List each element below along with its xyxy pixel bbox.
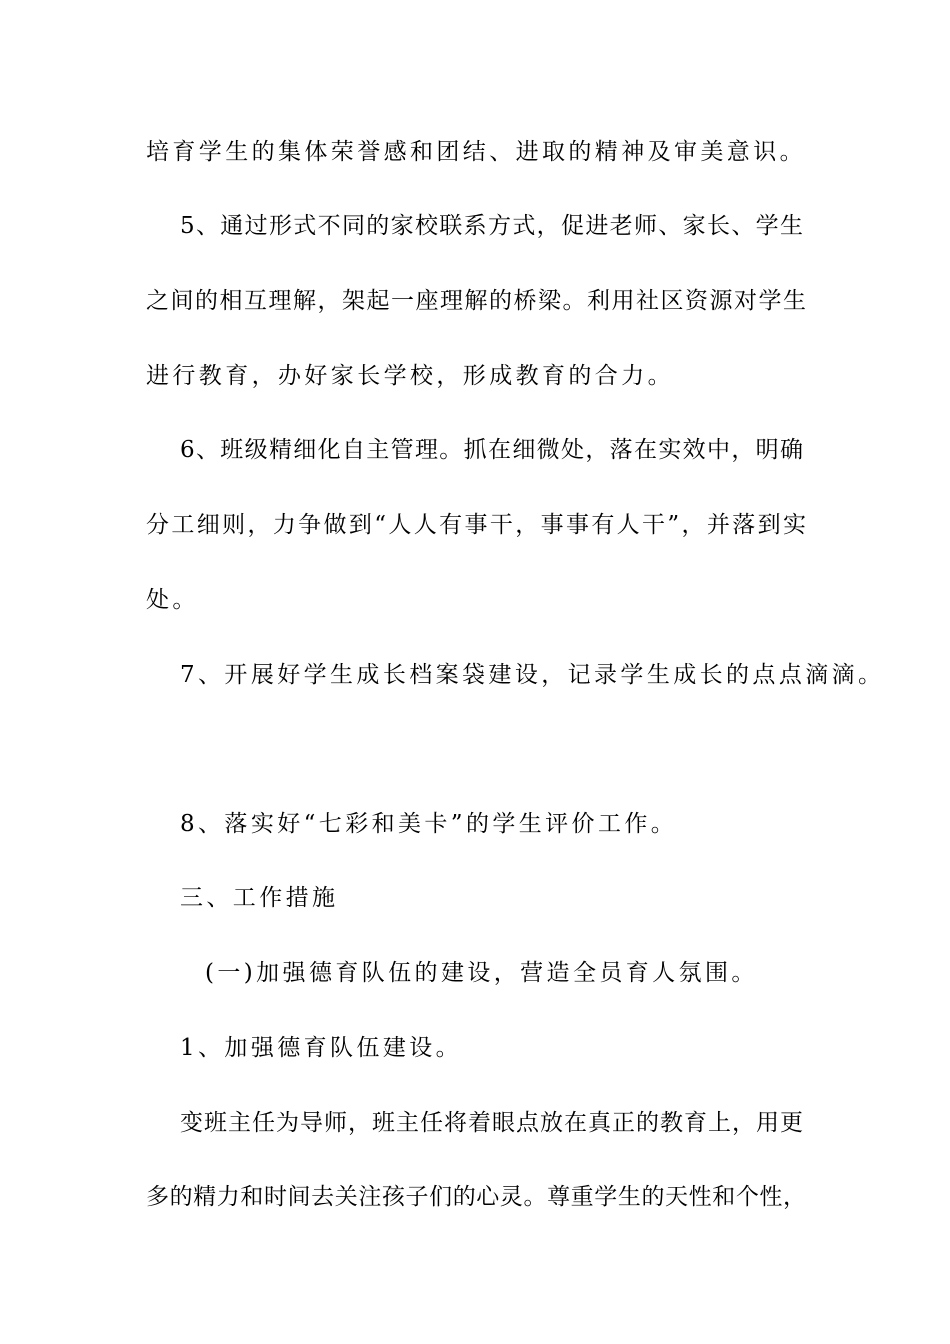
paragraph-line: 多的精力和时间去关注孩子们的心灵。尊重学生的天性和个性， [146, 1184, 806, 1210]
paragraph-line: 分工细则，力争做到“人人有事干，事事有人干”，并落到实 [146, 512, 806, 538]
paragraph-line: 7、开展好学生成长档案袋建设，记录学生成长的点点滴滴。 [180, 662, 885, 688]
paragraph-line: 之间的相互理解，架起一座理解的桥梁。利用社区资源对学生 [146, 288, 806, 314]
paragraph-line: 进行教育，办好家长学校，形成教育的合力。 [146, 363, 674, 389]
paragraph-line: 1、加强德育队伍建设。 [180, 1035, 463, 1061]
section-heading: 三、工作措施 [180, 885, 339, 911]
paragraph-line: 变班主任为导师，班主任将着眼点放在真正的教育上，用更 [180, 1110, 803, 1136]
paragraph-line: 5、通过形式不同的家校联系方式，促进老师、家长、学生 [180, 213, 803, 239]
paragraph-line: 培育学生的集体荣誉感和团结、进取的精神及审美意识。 [146, 139, 806, 165]
paragraph-line: 6、班级精细化自主管理。抓在细微处，落在实效中，明确 [180, 437, 803, 463]
paragraph-line: 处。 [146, 587, 199, 613]
subsection-heading: (一)加强德育队伍的建设，营造全员育人氛围。 [205, 960, 758, 986]
paragraph-line: 8、落实好“七彩和美卡”的学生评价工作。 [180, 811, 678, 837]
